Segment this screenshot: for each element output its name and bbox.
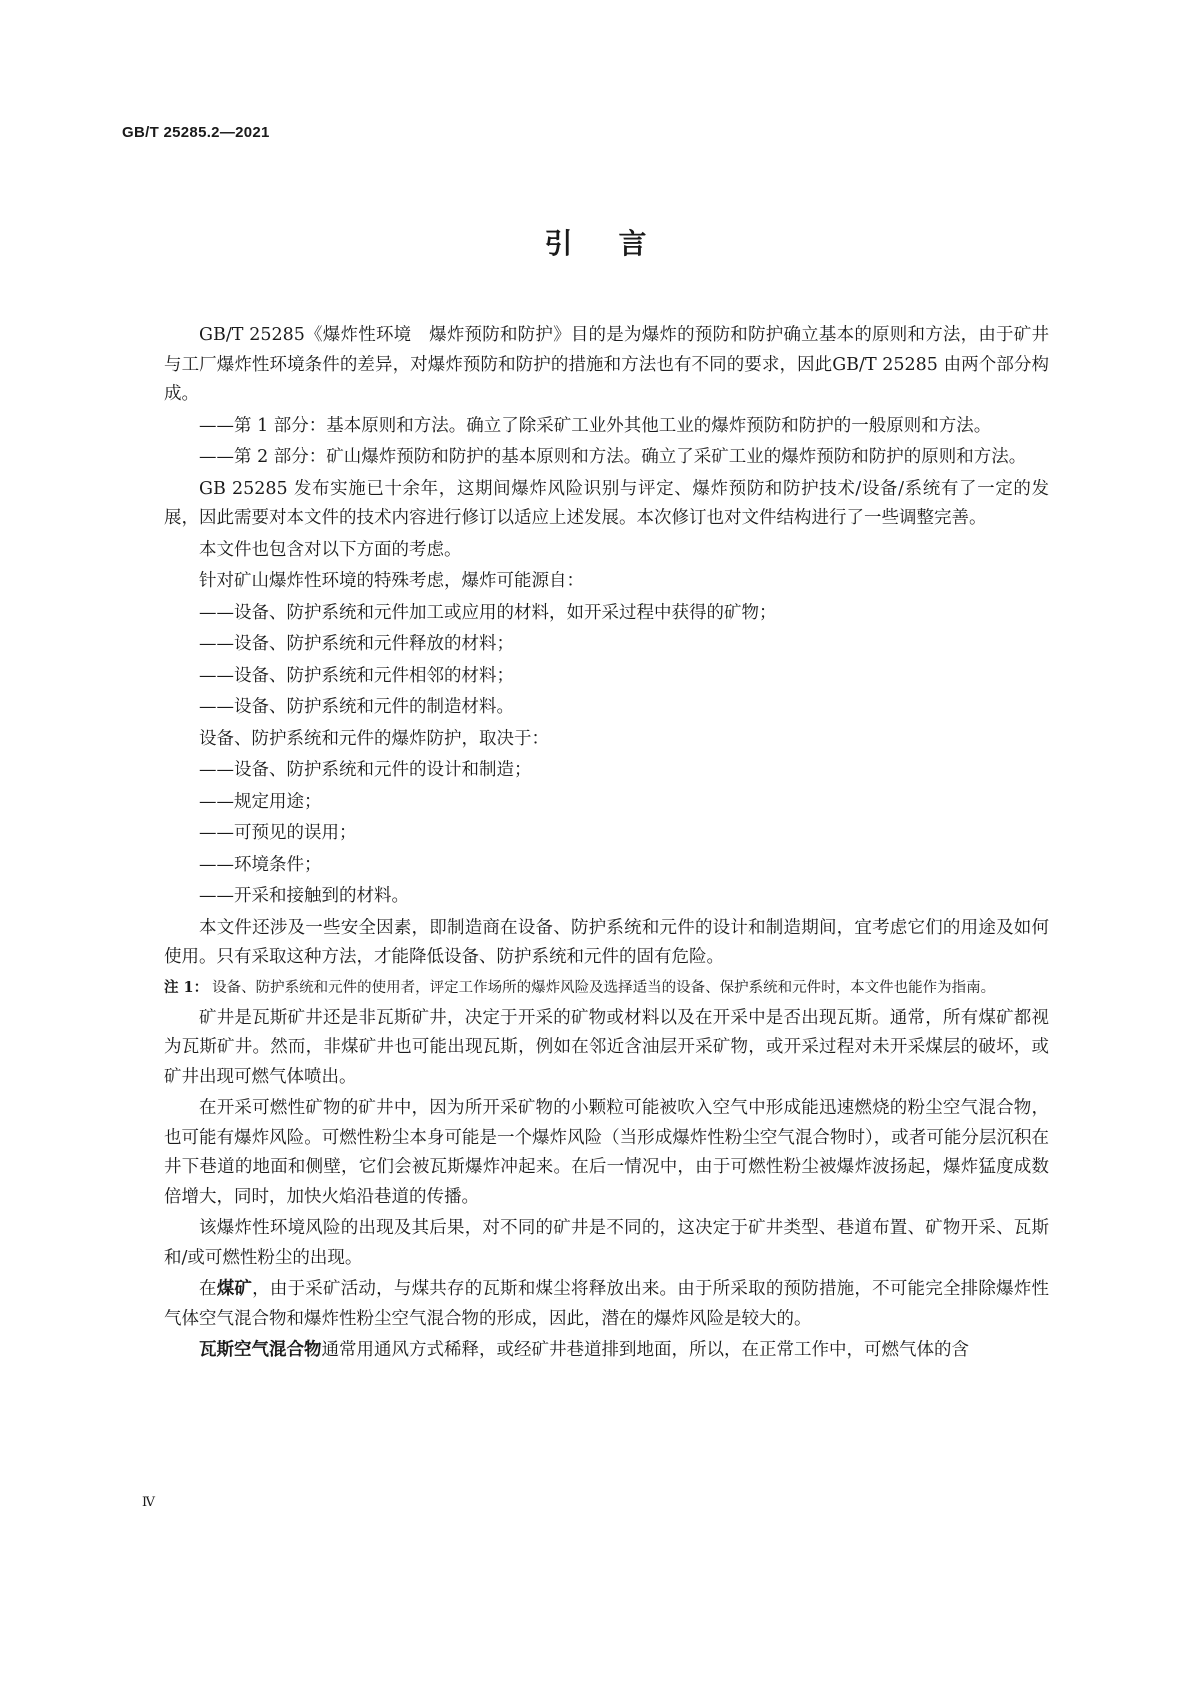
paragraph-intro: GB/T 25285《爆炸性环境 爆炸预防和防护》目的是为爆炸的预防和防护确立基本的原则和方法，由于矿井与工厂爆炸性环境条件的差异，对爆炸预防和防护的措施和方法也有不同的要求，因此GB/T 25285 由两个部分构成。 — [164, 325, 1049, 404]
list-item-source: ——设备、防护系统和元件相邻的材料； — [199, 665, 514, 686]
list-item-factor: ——环境条件； — [199, 854, 322, 875]
page-number: Ⅳ — [142, 1495, 155, 1510]
paragraph-risk-occurrence: 该爆炸性环境风险的出现及其后果，对不同的矿井是不同的，这决定于矿井类型、巷道布置、矿物开采、瓦斯和/或可燃性粉尘的出现。 — [164, 1218, 1049, 1268]
note-1 — [164, 976, 1049, 1000]
list-item-source: ——设备、防护系统和元件加工或应用的材料，如开采过程中获得的矿物； — [199, 602, 777, 623]
paragraph-gas-mixture — [164, 1336, 1049, 1366]
paragraph-factors-lead: 设备、防护系统和元件的爆炸防护，取决于： — [199, 728, 549, 749]
page-title: 引言 — [544, 227, 693, 260]
gas-mixture-term: 瓦斯空气混合物 — [199, 1340, 322, 1360]
note-label: 注 1： — [164, 978, 209, 996]
gas-mixture-text: 通常用通风方式稀释，或经矿井巷道排到地面，所以，在正常工作中，可燃气体的含 — [321, 1340, 969, 1360]
list-item-part-2: ——第 2 部分：矿山爆炸预防和防护的基本原则和方法。确立了采矿工业的爆炸预防和防护的原则和方法。 — [199, 447, 1027, 467]
document-code: GB/T 25285.2—2021 — [122, 124, 270, 141]
paragraph-safety: 本文件还涉及一些安全因素，即制造商在设备、防护系统和元件的设计和制造期间，宜考虑它们的用途及如何使用。只有采取这种方法，才能降低设备、防护系统和元件的固有危险。 — [164, 917, 1049, 967]
paragraph-considerations: 本文件也包含对以下方面的考虑。 — [199, 539, 462, 560]
list-item-factor: ——开采和接触到的材料。 — [199, 886, 409, 906]
note-text: 设备、防护系统和元件的使用者，评定工作场所的爆炸风险及选择适当的设备、保护系统和元件时，本文件也能作为指南。 — [212, 979, 996, 996]
body-content — [164, 321, 1049, 1368]
list-item-source: ——设备、防护系统和元件释放的材料； — [199, 634, 514, 654]
list-item-factor: ——可预见的误用； — [199, 823, 357, 843]
list-item-factor: ——设备、防护系统和元件的设计和制造； — [199, 760, 532, 780]
coal-mine-lead: 在 — [199, 1279, 217, 1299]
paragraph-dust-risk: 在开采可燃性矿物的矿井中，因为所开采矿物的小颗粒可能被吹入空气中形成能迅速燃烧的粉尘空气混合物，也可能有爆炸风险。可燃性粉尘本身可能是一个爆炸风险（当形成爆炸性粉尘空气混合物时），或者可能分层沉积在井下巷道的地面和侧壁，它们会被瓦斯爆炸冲起来。在后一情况中，由于可燃性粉尘被爆炸波扬起，爆炸猛度成数倍增大，同时，加快火焰沿巷道的传播。 — [164, 1098, 1049, 1207]
paragraph-coal-mine — [164, 1275, 1049, 1334]
paragraph-mine-type: 矿井是瓦斯矿井还是非瓦斯矿井，决定于开采的矿物或材料以及在开采中是否出现瓦斯。通常，所有煤矿都视为瓦斯矿井。然而，非煤矿井也可能出现瓦斯，例如在邻近含油层开采矿物，或开采过程对未开采煤层的破坏，或矿井出现可燃气体喷出。 — [164, 1007, 1049, 1087]
coal-mine-text: ，由于采矿活动，与煤共存的瓦斯和煤尘将释放出来。由于所采取的预防措施，不可能完全排除爆炸性气体空气混合物和爆炸性粉尘空气混合物的形成，因此，潜在的爆炸风险是较大的。 — [164, 1279, 1050, 1329]
paragraph-revision: GB 25285 发布实施已十余年，这期间爆炸风险识别与评定、爆炸预防和防护技术/设备/系统有了一定的发展，因此需要对本文件的技术内容进行修订以适应上述发展。本次修订也对文件结构进行了一些调整完善。 — [164, 478, 1049, 528]
list-item-source: ——设备、防护系统和元件的制造材料。 — [199, 697, 514, 717]
coal-mine-term: 煤矿 — [216, 1279, 253, 1299]
list-item-part-1: ——第 1 部分：基本原则和方法。确立了除采矿工业外其他工业的爆炸预防和防护的一般原则和方法。 — [199, 415, 992, 436]
list-item-factor: ——规定用途； — [199, 791, 322, 812]
paragraph-sources-lead: 针对矿山爆炸性环境的特殊考虑，爆炸可能源自： — [199, 571, 584, 591]
